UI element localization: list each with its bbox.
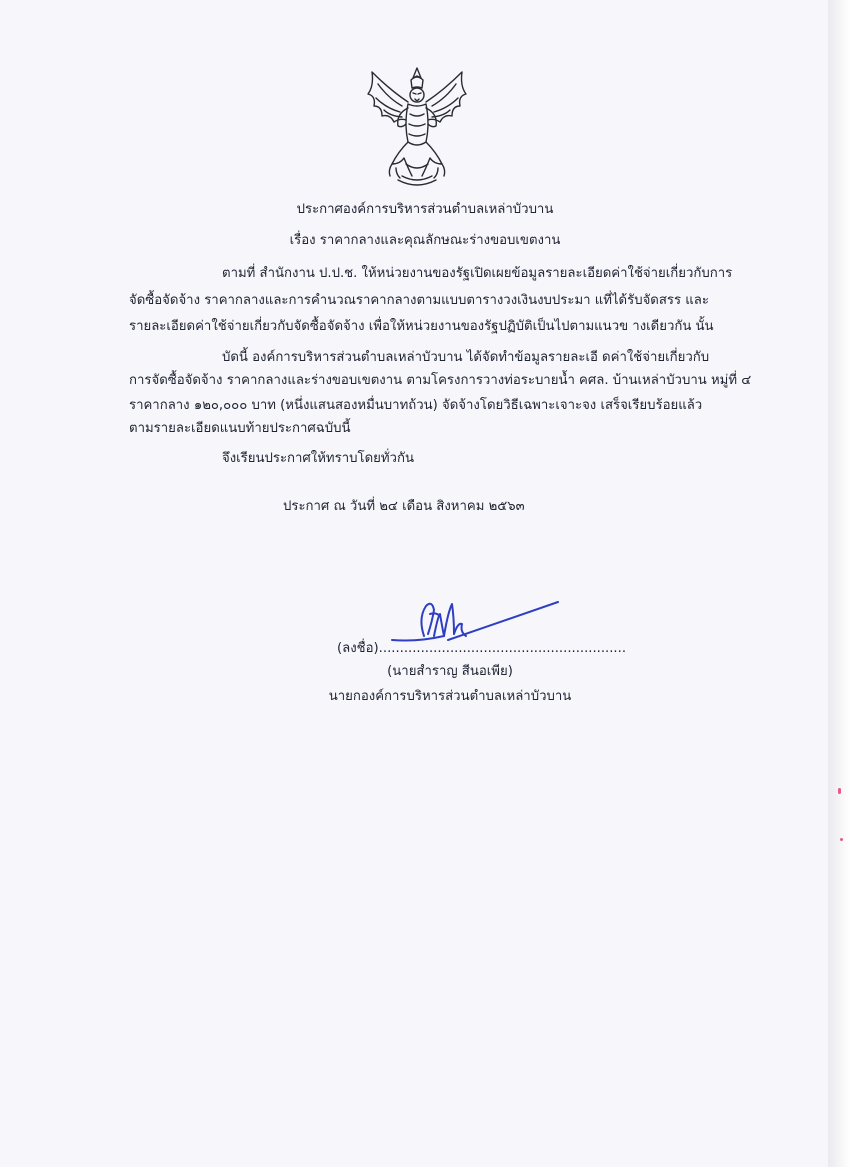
paragraph1-line2: จัดซื้อจัดจ้าง ราคากลางและการคำนวณราคากลางตามแบบตารางวงเงินงบประมา แที่ได้รับจัดสรร และ — [129, 293, 709, 308]
paragraph2-line1: บัดนี้ องค์การบริหารส่วนตำบลเหล่าบัวบาน ได้จัดทำข้อมูลรายละเอี ดค่าใช้จ่ายเกี่ยวกับ — [222, 350, 710, 365]
paragraph2-line4: ตามรายละเอียดแนบท้ายประกาศฉบับนี้ — [129, 421, 351, 436]
signature-label: (ลงชื่อ)........................................................... — [337, 641, 627, 656]
paragraph2-line2: การจัดซื้อจัดจ้าง ราคากลางและร่างขอบเขตงาน ตามโครงการวางท่อระบายน้ำ คศล. บ้านเหล่าบัวบาน หมู่ที่ ๔ — [129, 373, 752, 388]
paragraph1-line1: ตามที่ สำนักงาน ป.ป.ช. ให้หน่วยงานของรัฐเปิดเผยข้อมูลรายละเอียดค่าใช้จ่ายเกี่ยวกับการ — [222, 266, 733, 281]
scan-mark — [838, 788, 841, 794]
document-title: ประกาศองค์การบริหารส่วนตำบลเหล่าบัวบาน — [296, 202, 554, 217]
paragraph2-line3: ราคากลาง ๑๒๐,๐๐๐ บาท (หนึ่งแสนสองหมื่นบาทถ้วน) จัดจ้างโดยวิธีเฉพาะเจาะจง เสร็จเรียบร้อยแล้ว — [129, 398, 703, 413]
garuda-emblem-icon — [362, 64, 472, 188]
date-line: ประกาศ ณ วันที่ ๒๔ เดือน สิงหาคม ๒๕๖๓ — [283, 499, 525, 514]
scan-mark — [840, 838, 843, 841]
signer-name: (นายสำราญ สีนอเพีย) — [387, 664, 513, 679]
signer-position: นายกองค์การบริหารส่วนตำบลเหล่าบัวบาน — [328, 689, 572, 704]
closing-line: จึงเรียนประกาศให้ทราบโดยทั่วกัน — [222, 451, 414, 466]
paragraph1-line3: รายละเอียดค่าใช้จ่ายเกี่ยวกับจัดซื้อจัดจ้าง เพื่อให้หน่วยงานของรัฐปฏิบัติเป็นไปตามแนวข างเดียวกัน นั้น — [129, 319, 714, 334]
scan-edge — [828, 0, 850, 1167]
document-subject: เรื่อง ราคากลางและคุณลักษณะร่างขอบเขตงาน — [289, 233, 561, 248]
